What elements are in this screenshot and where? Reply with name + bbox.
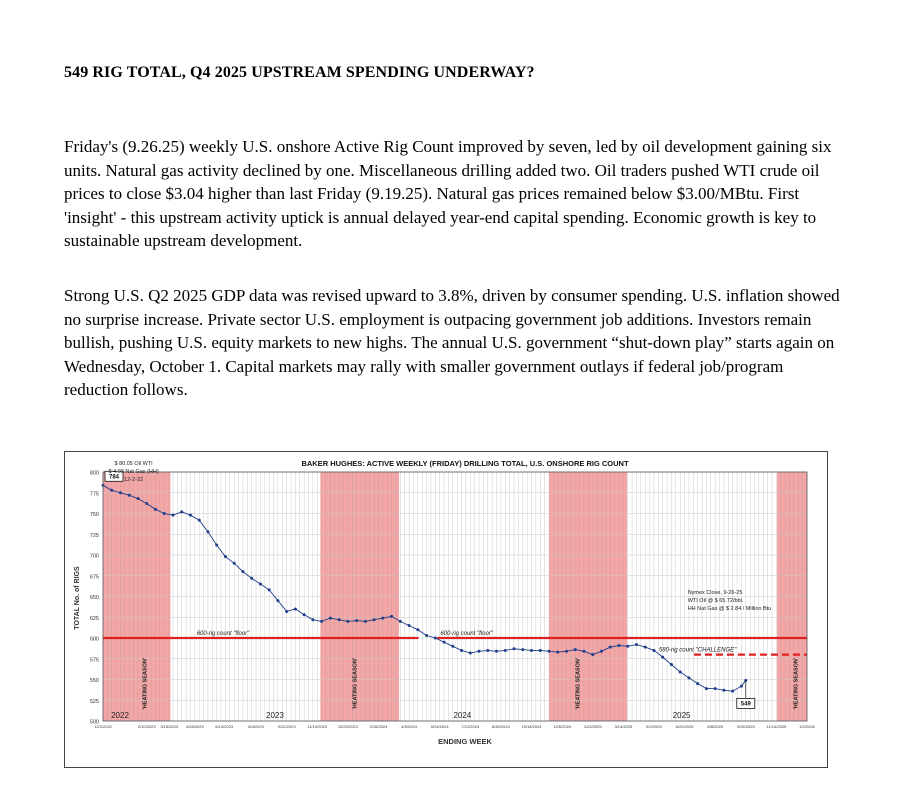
x-tick-label: 4/5/2024: [401, 724, 417, 729]
page-title: 549 RIG TOTAL, Q4 2025 UPSTREAM SPENDING UNDERWAY?: [64, 64, 535, 81]
x-tick-label: 4/28/2023: [185, 724, 204, 729]
y-tick-label: 725: [89, 532, 99, 539]
heating-season-label: 'HEATING SEASON': [575, 657, 582, 710]
heating-season-label: 'HEATING SEASON': [793, 657, 800, 710]
x-tick-label: 10/18/2024: [521, 724, 542, 729]
data-point: [311, 618, 314, 621]
data-point: [224, 555, 227, 558]
data-point: [285, 610, 288, 613]
nymex-close-annotation: WTI Oil @ $ 65.72/bbl.: [687, 598, 744, 605]
x-axis-label: ENDING WEEK: [438, 737, 492, 746]
data-point: [276, 599, 279, 602]
x-tick-label: 12/29/2023: [337, 724, 358, 729]
data-point: [119, 491, 122, 494]
x-tick-label: 5/2/2025: [646, 724, 662, 729]
data-point: [268, 588, 271, 591]
x-tick-label: 12/6/2024: [553, 724, 572, 729]
year-label: 2023: [266, 711, 284, 720]
data-point: [556, 651, 559, 654]
y-tick-label: 675: [89, 574, 99, 581]
data-point: [320, 620, 323, 623]
data-point: [661, 656, 664, 659]
y-tick-label: 625: [89, 615, 99, 622]
y-tick-label: 700: [89, 553, 99, 560]
x-tick-label: 1/2/2026: [799, 724, 815, 729]
x-tick-label: 8/8/2025: [707, 724, 723, 729]
data-point: [705, 687, 708, 690]
data-point: [530, 649, 533, 652]
x-tick-label: 8/4/2023: [248, 724, 264, 729]
data-point: [460, 649, 463, 652]
y-tick-label: 800: [89, 470, 99, 477]
reference-line-label: 580-rig count "CHALLENGE": [658, 647, 737, 654]
data-point: [128, 494, 131, 497]
y-axis-label: TOTAL No. of RIGS: [74, 566, 81, 630]
data-point: [670, 663, 673, 666]
data-point: [364, 620, 367, 623]
data-point: [548, 650, 551, 653]
data-point: [617, 644, 620, 647]
data-point: [303, 613, 306, 616]
end-value-label: 549: [740, 701, 751, 708]
reference-line-label: 600-rig count "floor": [196, 631, 250, 637]
data-point: [495, 650, 498, 653]
x-tick-label: 3/18/2023: [160, 724, 179, 729]
y-tick-label: 525: [89, 698, 99, 705]
data-point: [565, 650, 568, 653]
paragraph-rig-count: Friday's (9.26.25) weekly U.S. onshore Active Rig Count improved by seven, led by oil development gaining six units. Natural gas activity declined by one. Miscellaneous drilling added two. Oil traders pushed WTI crude oil prices to close $3.04 higher than last Friday (9.19.25). Natural gas prices remained below $3.00/MBtu. First 'insight' - this upstream activity uptick is annual delayed year-end capital spending. Economic growth is key to sustainable upstream development.: [64, 137, 832, 250]
x-tick-label: 6/14/2023: [215, 724, 234, 729]
data-point: [329, 617, 332, 620]
data-point: [206, 530, 209, 533]
data-point: [250, 577, 253, 580]
data-point: [722, 689, 725, 692]
y-tick-label: 750: [89, 512, 99, 518]
x-tick-label: 2/16/2024: [369, 724, 388, 729]
data-point: [600, 650, 603, 653]
data-point: [381, 617, 384, 620]
x-tick-label: 12/2/2022: [94, 724, 112, 729]
x-tick-label: 7/12/2024: [461, 724, 480, 729]
x-tick-label: 9/22/2023: [277, 724, 296, 729]
x-tick-label: 1/24/2025: [583, 724, 602, 729]
data-point: [582, 650, 585, 653]
data-point: [731, 690, 734, 693]
y-tick-label: 775: [89, 491, 99, 498]
data-point: [215, 544, 218, 547]
data-point: [355, 619, 358, 622]
data-point: [259, 583, 262, 586]
data-point: [416, 628, 419, 631]
y-tick-label: 550: [89, 678, 99, 684]
start-value-label: 784: [108, 474, 120, 481]
data-point: [687, 676, 690, 679]
heating-season-label: 'HEATING SEASON': [142, 657, 149, 710]
data-point: [574, 648, 577, 651]
data-point: [740, 685, 743, 688]
data-point: [539, 649, 542, 652]
y-tick-label: 500: [89, 719, 99, 726]
rig-count-chart-frame: [64, 451, 828, 768]
y-tick-label: 575: [89, 657, 99, 664]
data-point: [136, 497, 139, 500]
data-point: [198, 519, 201, 522]
data-point: [233, 562, 236, 565]
x-tick-label: 3/14/2025: [614, 724, 633, 729]
start-price-annotation: 12-2-22: [124, 477, 144, 483]
data-point: [443, 641, 446, 644]
paragraph-economy: Strong U.S. Q2 2025 GDP data was revised upward to 3.8%, driven by consumer spending. U.S. inflation showed no surprise increase. Private sector U.S. employment is outpacing government job additions. Investors remain bullish, pushing U.S. equity markets to new highs. The annual U.S. government “shut-down play” starts again on Wednesday, October 1. Capital markets may rally with smaller government outlays if federal job/program reduction follows.: [64, 286, 840, 399]
data-point: [110, 489, 113, 492]
data-point: [521, 648, 524, 651]
data-point: [478, 650, 481, 653]
x-tick-label: 8/30/2024: [492, 724, 510, 729]
x-tick-label: 6/20/2025: [675, 724, 694, 729]
data-point: [679, 671, 682, 674]
data-point: [644, 646, 647, 649]
data-point: [338, 618, 341, 621]
data-point: [513, 647, 516, 650]
x-tick-label: 11/10/2023: [307, 724, 328, 729]
data-point: [154, 508, 157, 511]
heating-season-label: 'HEATING SEASON': [352, 657, 359, 710]
data-point: [390, 615, 393, 618]
data-point: [171, 514, 174, 517]
start-price-annotation: $ 80.05 Oil WTI: [114, 461, 153, 467]
year-label: 2024: [453, 711, 472, 720]
chart-title: BAKER HUGHES: ACTIVE WEEKLY (FRIDAY) DRILLING TOTAL, U.S. ONSHORE RIG COUNT: [301, 459, 629, 468]
data-point: [346, 620, 349, 623]
data-point: [469, 651, 472, 654]
data-point: [189, 514, 192, 517]
x-tick-label: 5/24/2024: [430, 724, 449, 729]
data-point: [408, 624, 411, 627]
year-label: 2025: [672, 711, 691, 720]
data-point: [373, 618, 376, 621]
data-point: [294, 607, 297, 610]
y-tick-label: 650: [89, 595, 99, 601]
data-point: [504, 649, 507, 652]
nymex-close-annotation: HH Nat Gas @ $ 2.84 / Million Btu: [687, 606, 772, 613]
y-tick-label: 600: [89, 636, 99, 643]
data-point: [714, 687, 717, 690]
data-point: [399, 620, 402, 623]
data-point: [163, 512, 166, 515]
data-point: [635, 643, 638, 646]
data-point: [241, 570, 244, 573]
x-tick-label: 2/10/2023: [137, 724, 156, 729]
rig-count-chart: [65, 452, 827, 767]
data-point: [425, 634, 428, 637]
data-point: [652, 649, 655, 652]
data-point: [609, 646, 612, 649]
data-point: [434, 637, 437, 640]
data-point: [145, 502, 148, 505]
x-tick-label: 9/26/2025: [736, 724, 755, 729]
data-point: [451, 645, 454, 648]
data-point: [696, 682, 699, 685]
x-tick-label: 11/14/2025: [766, 724, 787, 729]
data-point: [486, 649, 489, 652]
data-point: [180, 510, 183, 513]
year-label: 2022: [111, 711, 129, 720]
data-point: [626, 645, 629, 648]
start-price-annotation: $ 4.92 Nat Gas (HH): [108, 469, 159, 475]
reference-line-label: 600-rig count "floor": [440, 631, 493, 637]
data-point: [591, 653, 594, 656]
nymex-close-annotation: Nymex Close, 9-26-25: [687, 590, 743, 597]
